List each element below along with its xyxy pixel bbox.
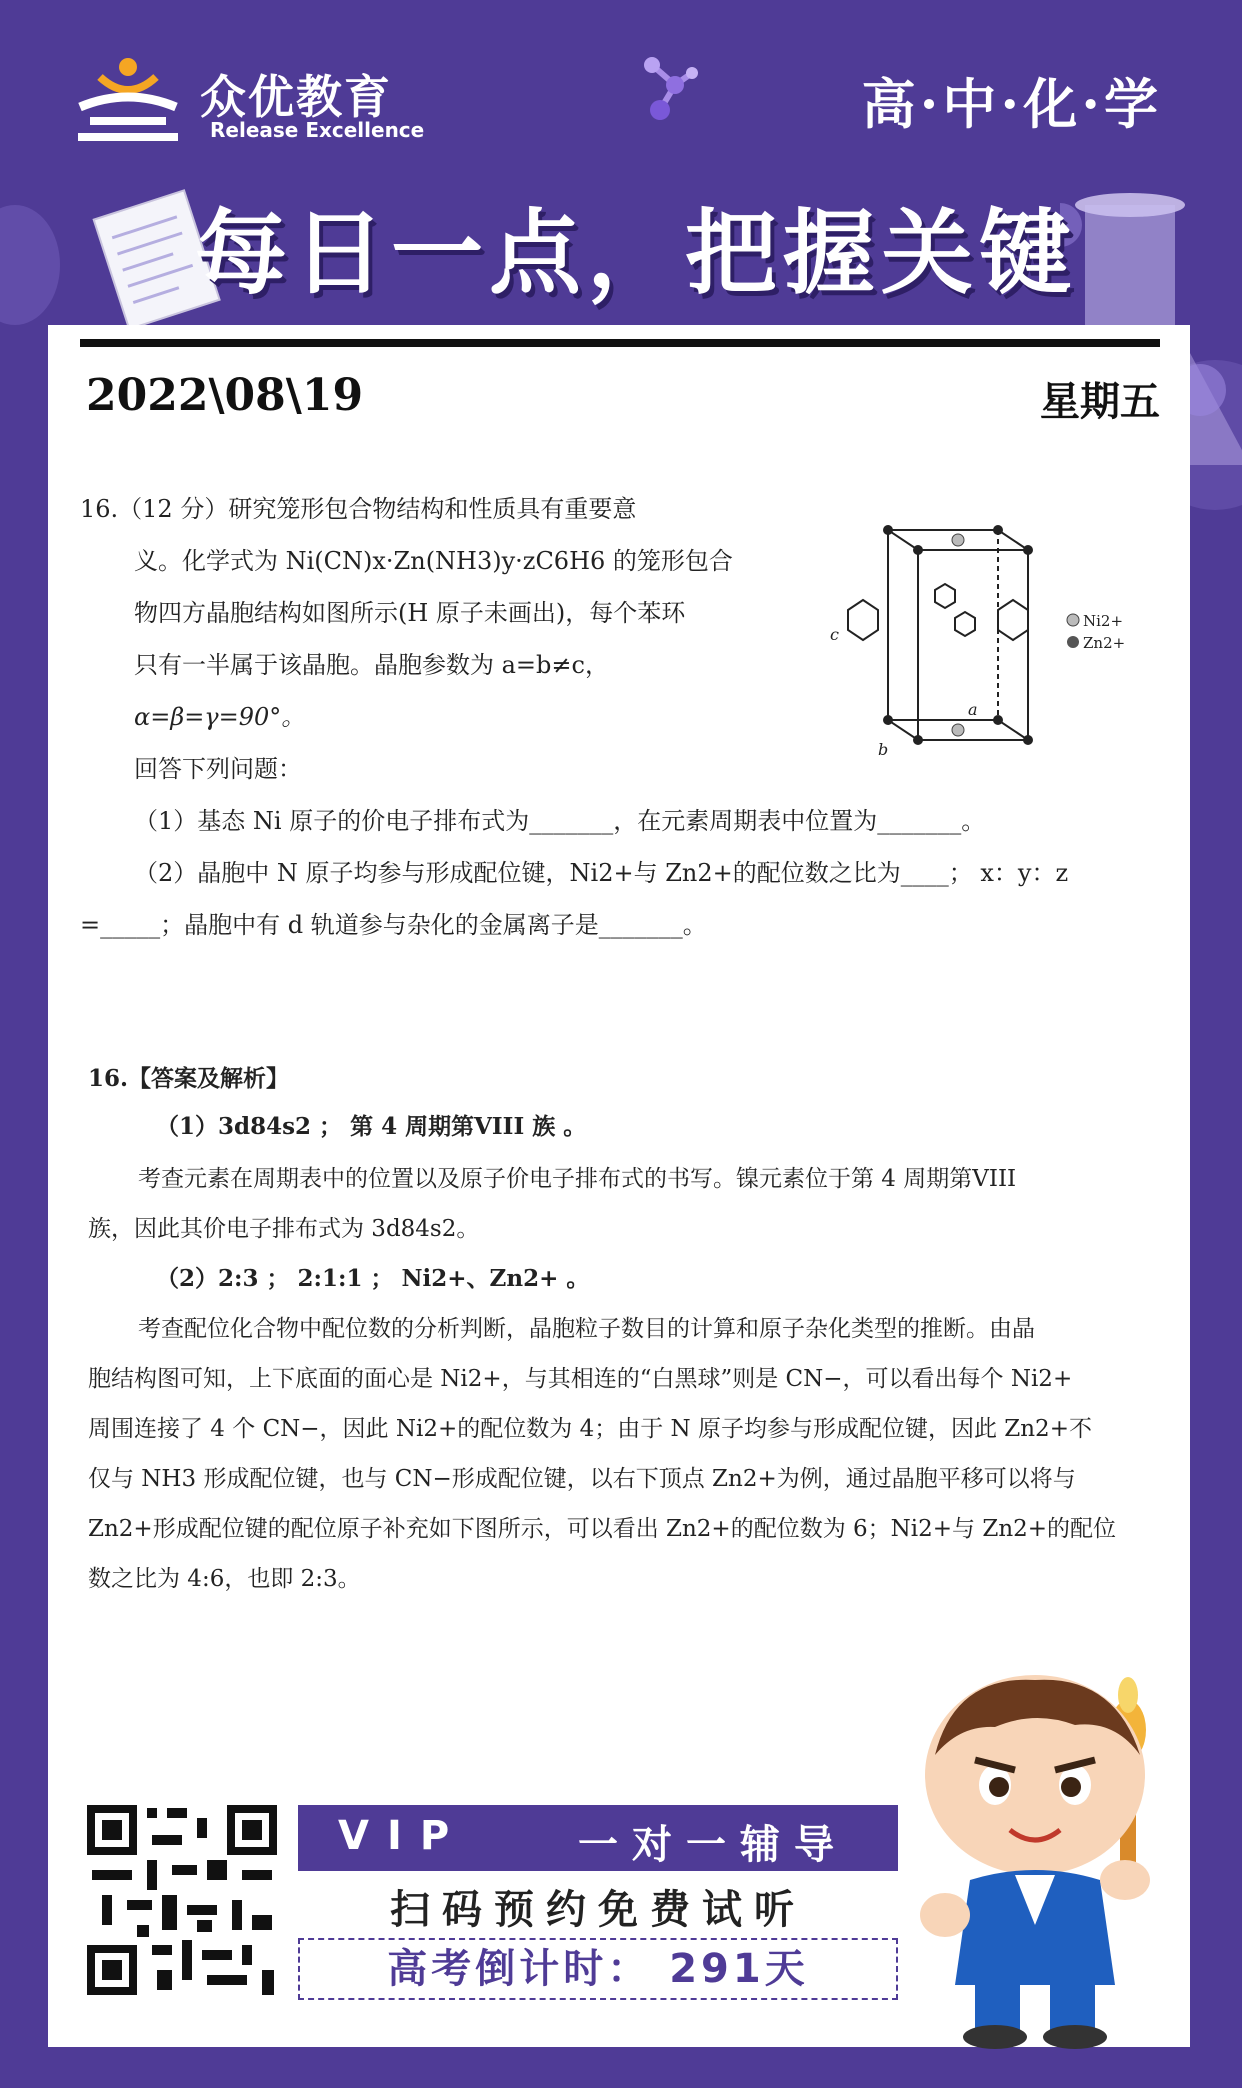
banner-title: 每日一点，把握关键 bbox=[195, 200, 1078, 307]
answer-explanation: 考查配位化合物中配位数的分析判断，晶胞粒子数目的计算和原子杂化类型的推断。由晶 bbox=[138, 1316, 1035, 1342]
answer-explanation: 考查元素在周期表中的位置以及原子价电子排布式的书写。镍元素位于第 4 周期第VIII bbox=[138, 1166, 1017, 1192]
molecule-icon bbox=[640, 55, 700, 125]
answer-part1: （1）3d84s2 ； 第 4 周期第VIII 族 。 bbox=[156, 1113, 587, 1140]
legend-zn-label: Zn2+ bbox=[1083, 634, 1126, 652]
question-line: 16.（12 分）研究笼形包合物结构和性质具有重要意 bbox=[80, 495, 637, 523]
vip-label: VIP bbox=[338, 1813, 468, 1859]
answer-explanation: 族，因此其价电子排布式为 3d84s2。 bbox=[88, 1216, 480, 1242]
question-line: （1）基态 Ni 原子的价电子排布式为_______，在元素周期表中位置为_______。 bbox=[134, 807, 986, 835]
figure-legend bbox=[1067, 612, 1125, 652]
axis-label-c: c bbox=[830, 625, 839, 644]
answer-explanation: 仅与 NH3 形成配位键，也与 CN−形成配位键，以右下顶点 Zn2+为例，通过晶胞平移可以将与 bbox=[88, 1466, 1076, 1492]
vip-banner[interactable] bbox=[298, 1805, 898, 1871]
one-on-one-label: 一对一辅导 bbox=[578, 1822, 848, 1868]
decor-circle-left bbox=[0, 205, 60, 325]
crystal-cell-figure bbox=[818, 520, 1178, 780]
qr-code-icon bbox=[82, 1800, 282, 2000]
axis-label-a: a bbox=[968, 700, 978, 719]
subject-title: 高·中·化·学 bbox=[861, 72, 1162, 136]
brand-tagline: Release Excellence bbox=[210, 118, 425, 142]
question-line: 只有一半属于该晶胞。晶胞参数为 a=b≠c， bbox=[134, 651, 609, 679]
answer-title: 16.【答案及解析】 bbox=[88, 1065, 290, 1092]
question-line: （2）晶胞中 N 原子均参与形成配位键，Ni2+与 Zn2+的配位数之比为____； x：y：z bbox=[134, 859, 1069, 887]
answer-explanation: 数之比为 4:6，也即 2:3。 bbox=[88, 1566, 361, 1592]
date-label: 2022\08\19 bbox=[86, 370, 364, 421]
question-line: α=β=γ=90°。 bbox=[134, 703, 306, 731]
answer-explanation: 周围连接了 4 个 CN−，因此 Ni2+的配位数为 4；由于 N 原子均参与形成配位键，因此 Zn2+不 bbox=[88, 1416, 1092, 1442]
axis-label-b: b bbox=[878, 740, 889, 759]
legend-ni-label: Ni2+ bbox=[1083, 612, 1124, 630]
question-line: 义。化学式为 Ni(CN)x·Zn(NH3)y·zC6H6 的笼形包合 bbox=[134, 547, 733, 575]
question-line: 物四方晶胞结构如图所示(H 原子未画出)，每个苯环 bbox=[134, 599, 686, 627]
brand-name: 众优教育 bbox=[200, 70, 392, 124]
answer-explanation: Zn2+形成配位键的配位原子补充如下图所示，可以看出 Zn2+的配位数为 6；Ni2+与 Zn2+的配位 bbox=[88, 1516, 1117, 1542]
question-line: 回答下列问题： bbox=[134, 755, 302, 783]
answer-explanation: 胞结构图可知，上下底面的面心是 Ni2+，与其相连的“白黑球”则是 CN−，可以看出每个 Ni2+ bbox=[88, 1366, 1073, 1392]
answer-part2: （2）2:3 ； 2:1:1 ； Ni2+、Zn2+ 。 bbox=[156, 1265, 590, 1292]
brand-logo bbox=[70, 55, 440, 145]
mascot-illustration bbox=[915, 1665, 1205, 2050]
exam-countdown: 高考倒计时： 291天 bbox=[298, 1938, 898, 2000]
qr-code[interactable] bbox=[82, 1800, 282, 2000]
question-line: =_____；晶胞中有 d 轨道参与杂化的金属离子是_______。 bbox=[80, 911, 707, 939]
weekday-label: 星期五 bbox=[1040, 378, 1160, 425]
scan-cta[interactable]: 扫码预约免费试听 bbox=[390, 1887, 806, 1933]
brand-logo-icon bbox=[70, 55, 185, 145]
